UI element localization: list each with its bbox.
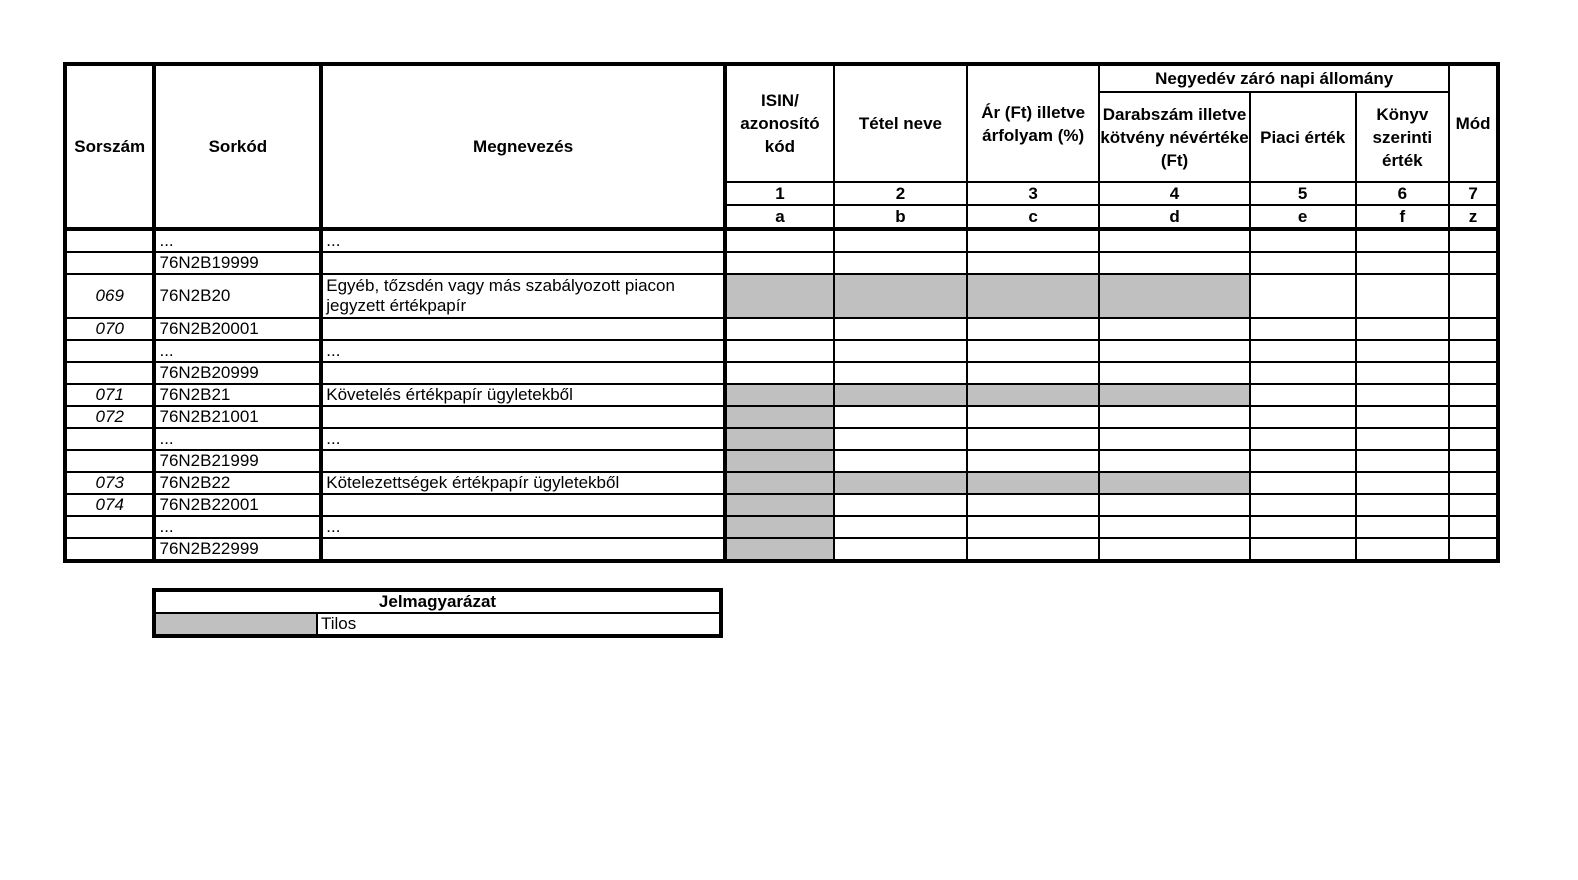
cell-konyv[interactable]: [1356, 538, 1450, 561]
cell-piaci[interactable]: [1250, 229, 1356, 252]
row-sorszam: 069: [65, 274, 154, 318]
cell-tetel-forbidden: [834, 384, 967, 406]
cell-konyv[interactable]: [1356, 362, 1450, 384]
row-sorszam: [65, 538, 154, 561]
row-sorkod: ...: [154, 428, 321, 450]
cell-ar[interactable]: [967, 340, 1099, 362]
cell-konyv[interactable]: [1356, 274, 1450, 318]
cell-isin-forbidden: [725, 428, 834, 450]
row-sorkod: 76N2B22001: [154, 494, 321, 516]
header-megnevezes: Megnevezés: [321, 64, 725, 229]
table-row: [65, 428, 1498, 450]
row-sorszam: 071: [65, 384, 154, 406]
cell-tetel[interactable]: [834, 229, 967, 252]
cell-konyv[interactable]: [1356, 450, 1450, 472]
cell-konyv[interactable]: [1356, 318, 1450, 340]
cell-isin-forbidden: [725, 274, 834, 318]
row-sorkod: 76N2B22: [154, 472, 321, 494]
cell-tetel[interactable]: [834, 406, 967, 428]
col-letter: a: [725, 205, 834, 229]
row-megnevezes: Kötelezettségek értékpapír ügyletekből: [321, 472, 725, 494]
cell-isin[interactable]: [725, 229, 834, 252]
cell-piaci[interactable]: [1250, 538, 1356, 561]
cell-konyv[interactable]: [1356, 428, 1450, 450]
row-sorszam: [65, 428, 154, 450]
row-sorszam: [65, 340, 154, 362]
cell-isin[interactable]: [725, 318, 834, 340]
row-megnevezes: [321, 538, 725, 561]
row-sorszam: [65, 252, 154, 274]
table-row: [65, 494, 1498, 516]
legend-table: [152, 588, 723, 638]
header-piaci: Piaci érték: [1250, 92, 1356, 182]
cell-tetel-forbidden: [834, 472, 967, 494]
row-megnevezes: [321, 252, 725, 274]
row-megnevezes: [321, 318, 725, 340]
table-row: [65, 318, 1498, 340]
row-sorszam: [65, 362, 154, 384]
header-group: Negyedév záró napi állomány: [1099, 64, 1449, 92]
col-number: 3: [967, 182, 1099, 205]
row-megnevezes: [321, 406, 725, 428]
cell-isin[interactable]: [725, 340, 834, 362]
cell-mod[interactable]: [1449, 229, 1498, 252]
row-sorkod: ...: [154, 516, 321, 538]
cell-ar-forbidden: [967, 274, 1099, 318]
cell-ar-forbidden: [967, 384, 1099, 406]
col-letter: e: [1250, 205, 1356, 229]
cell-darab[interactable]: [1099, 252, 1250, 274]
row-sorkod: 76N2B21001: [154, 406, 321, 428]
cell-tetel-forbidden: [834, 274, 967, 318]
cell-darab[interactable]: [1099, 406, 1250, 428]
header-mod: Mód: [1449, 64, 1498, 182]
row-megnevezes: Egyéb, tőzsdén vagy más szabályozott piacon jegyzett értékpapír: [321, 274, 725, 318]
row-megnevezes: [321, 362, 725, 384]
cell-darab[interactable]: [1099, 450, 1250, 472]
header-konyv: Könyv szerinti érték: [1356, 92, 1450, 182]
cell-mod[interactable]: [1449, 472, 1498, 494]
cell-piaci[interactable]: [1250, 450, 1356, 472]
col-letter: d: [1099, 205, 1250, 229]
cell-piaci[interactable]: [1250, 318, 1356, 340]
cell-piaci[interactable]: [1250, 362, 1356, 384]
cell-isin-forbidden: [725, 538, 834, 561]
row-sorszam: [65, 516, 154, 538]
row-sorkod: 76N2B20: [154, 274, 321, 318]
cell-konyv[interactable]: [1356, 229, 1450, 252]
cell-tetel[interactable]: [834, 450, 967, 472]
cell-mod[interactable]: [1449, 450, 1498, 472]
cell-isin[interactable]: [725, 362, 834, 384]
row-megnevezes: ...: [321, 428, 725, 450]
row-megnevezes: ...: [321, 516, 725, 538]
legend-swatch-forbidden: [154, 613, 317, 636]
cell-mod[interactable]: [1449, 318, 1498, 340]
cell-konyv[interactable]: [1356, 406, 1450, 428]
cell-ar[interactable]: [967, 229, 1099, 252]
row-sorszam: [65, 450, 154, 472]
row-megnevezes: [321, 450, 725, 472]
cell-ar[interactable]: [967, 406, 1099, 428]
cell-tetel[interactable]: [834, 252, 967, 274]
cell-mod[interactable]: [1449, 516, 1498, 538]
table-row: [65, 384, 1498, 406]
cell-piaci[interactable]: [1250, 406, 1356, 428]
cell-darab-forbidden: [1099, 274, 1250, 318]
cell-darab[interactable]: [1099, 229, 1250, 252]
cell-piaci[interactable]: [1250, 428, 1356, 450]
col-number: 5: [1250, 182, 1356, 205]
cell-piaci[interactable]: [1250, 516, 1356, 538]
cell-darab[interactable]: [1099, 318, 1250, 340]
cell-darab[interactable]: [1099, 538, 1250, 561]
cell-tetel[interactable]: [834, 318, 967, 340]
table-row: [65, 450, 1498, 472]
cell-mod[interactable]: [1449, 406, 1498, 428]
row-sorkod: 76N2B20999: [154, 362, 321, 384]
cell-konyv[interactable]: [1356, 340, 1450, 362]
cell-darab-forbidden: [1099, 384, 1250, 406]
row-sorkod: ...: [154, 340, 321, 362]
cell-ar[interactable]: [967, 362, 1099, 384]
cell-tetel[interactable]: [834, 494, 967, 516]
row-sorszam: 070: [65, 318, 154, 340]
cell-ar[interactable]: [967, 538, 1099, 561]
table-row: [65, 538, 1498, 561]
cell-mod[interactable]: [1449, 428, 1498, 450]
col-letter: c: [967, 205, 1099, 229]
cell-tetel[interactable]: [834, 516, 967, 538]
cell-darab[interactable]: [1099, 362, 1250, 384]
row-megnevezes: ...: [321, 229, 725, 252]
cell-piaci[interactable]: [1250, 274, 1356, 318]
table-row: [65, 362, 1498, 384]
cell-mod[interactable]: [1449, 340, 1498, 362]
cell-konyv[interactable]: [1356, 494, 1450, 516]
col-number: 6: [1356, 182, 1450, 205]
cell-tetel[interactable]: [834, 362, 967, 384]
cell-mod[interactable]: [1449, 538, 1498, 561]
cell-darab[interactable]: [1099, 494, 1250, 516]
row-sorszam: [65, 229, 154, 252]
cell-ar[interactable]: [967, 252, 1099, 274]
cell-isin-forbidden: [725, 406, 834, 428]
cell-konyv[interactable]: [1356, 384, 1450, 406]
header-isin: ISIN/ azonosító kód: [725, 64, 834, 182]
header-tetel: Tétel neve: [834, 64, 967, 182]
header-darab: Darabszám illetve kötvény névértéke (Ft): [1099, 92, 1250, 182]
cell-tetel[interactable]: [834, 538, 967, 561]
row-sorkod: 76N2B21999: [154, 450, 321, 472]
data-table: [63, 62, 1500, 563]
cell-piaci[interactable]: [1250, 252, 1356, 274]
cell-mod[interactable]: [1449, 252, 1498, 274]
row-sorkod: 76N2B19999: [154, 252, 321, 274]
row-sorszam: 072: [65, 406, 154, 428]
cell-mod[interactable]: [1449, 274, 1498, 318]
cell-konyv[interactable]: [1356, 516, 1450, 538]
cell-konyv[interactable]: [1356, 252, 1450, 274]
row-sorkod: ...: [154, 229, 321, 252]
col-number: 4: [1099, 182, 1250, 205]
col-number: 7: [1449, 182, 1498, 205]
legend-label-forbidden: Tilos: [317, 613, 721, 636]
row-sorszam: 073: [65, 472, 154, 494]
table-row: [65, 472, 1498, 494]
cell-ar[interactable]: [967, 318, 1099, 340]
cell-ar[interactable]: [967, 428, 1099, 450]
cell-isin-forbidden: [725, 472, 834, 494]
table-row: [65, 274, 1498, 318]
col-number: 1: [725, 182, 834, 205]
table-row: [65, 406, 1498, 428]
table-row: [65, 516, 1498, 538]
cell-ar[interactable]: [967, 450, 1099, 472]
col-letter: b: [834, 205, 967, 229]
header-ar: Ár (Ft) illetve árfolyam (%): [967, 64, 1099, 182]
cell-isin[interactable]: [725, 252, 834, 274]
cell-isin-forbidden: [725, 384, 834, 406]
cell-tetel[interactable]: [834, 428, 967, 450]
col-number: 2: [834, 182, 967, 205]
cell-piaci[interactable]: [1250, 340, 1356, 362]
cell-darab[interactable]: [1099, 340, 1250, 362]
cell-piaci[interactable]: [1250, 472, 1356, 494]
row-megnevezes: [321, 494, 725, 516]
cell-ar-forbidden: [967, 472, 1099, 494]
cell-tetel[interactable]: [834, 340, 967, 362]
cell-mod[interactable]: [1449, 362, 1498, 384]
cell-mod[interactable]: [1449, 494, 1498, 516]
cell-darab[interactable]: [1099, 516, 1250, 538]
table-row: [65, 229, 1498, 252]
header-sorkod: Sorkód: [154, 64, 321, 229]
row-sorkod: 76N2B22999: [154, 538, 321, 561]
row-megnevezes: Követelés értékpapír ügyletekből: [321, 384, 725, 406]
cell-isin-forbidden: [725, 516, 834, 538]
cell-darab[interactable]: [1099, 428, 1250, 450]
row-sorkod: 76N2B20001: [154, 318, 321, 340]
row-megnevezes: ...: [321, 340, 725, 362]
cell-piaci[interactable]: [1250, 494, 1356, 516]
cell-konyv[interactable]: [1356, 472, 1450, 494]
table-row: [65, 252, 1498, 274]
col-letter: f: [1356, 205, 1450, 229]
cell-darab-forbidden: [1099, 472, 1250, 494]
col-letter: z: [1449, 205, 1498, 229]
legend-title: Jelmagyarázat: [154, 590, 721, 613]
cell-isin-forbidden: [725, 494, 834, 516]
cell-ar[interactable]: [967, 516, 1099, 538]
cell-mod[interactable]: [1449, 384, 1498, 406]
cell-piaci[interactable]: [1250, 384, 1356, 406]
cell-isin-forbidden: [725, 450, 834, 472]
header-sorszam: Sorszám: [65, 64, 154, 229]
row-sorszam: 074: [65, 494, 154, 516]
row-sorkod: 76N2B21: [154, 384, 321, 406]
cell-ar[interactable]: [967, 494, 1099, 516]
table-row: [65, 340, 1498, 362]
